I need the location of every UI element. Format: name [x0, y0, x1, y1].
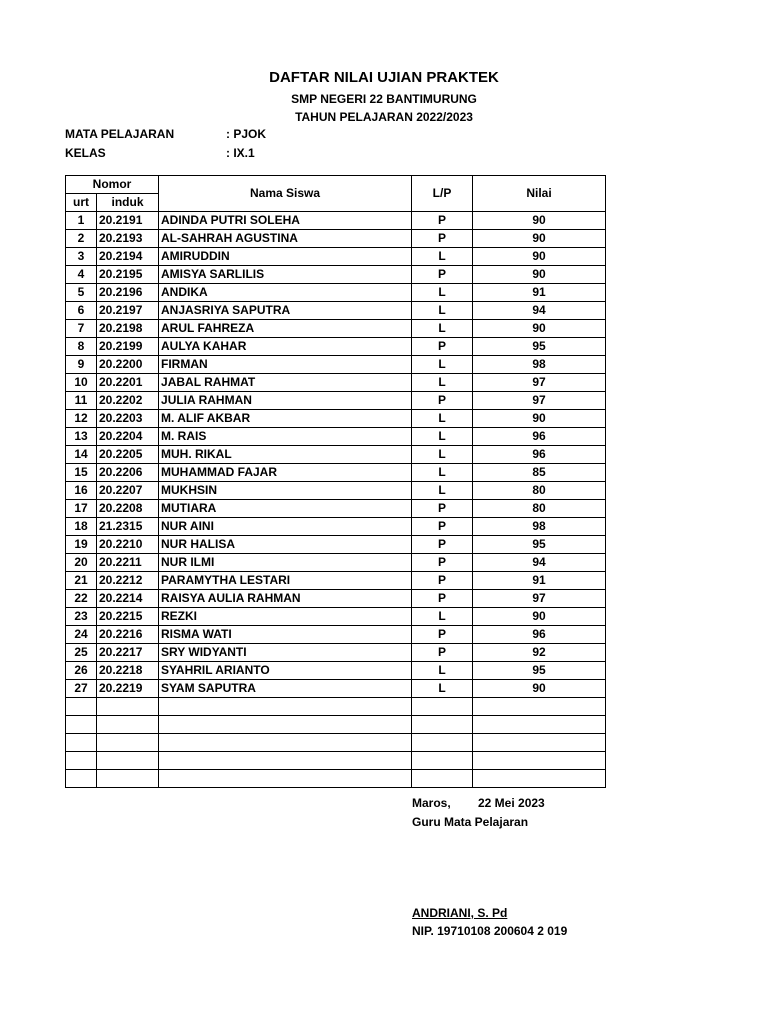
cell-nilai: 94 — [473, 554, 606, 572]
cell-nilai: 90 — [473, 608, 606, 626]
empty-row — [66, 770, 606, 788]
cell-induk: 20.2191 — [97, 212, 159, 230]
empty-cell — [159, 770, 412, 788]
empty-cell — [97, 716, 159, 734]
empty-cell — [159, 734, 412, 752]
cell-name: AULYA KAHAR — [159, 338, 412, 356]
cell-lp: P — [412, 392, 473, 410]
cell-lp: L — [412, 284, 473, 302]
cell-induk: 20.2216 — [97, 626, 159, 644]
cell-lp: L — [412, 374, 473, 392]
table-row — [66, 662, 606, 680]
cell-induk: 20.2217 — [97, 644, 159, 662]
subject-label: MATA PELAJARAN — [65, 127, 175, 141]
cell-induk: 20.2212 — [97, 572, 159, 590]
cell-induk: 20.2210 — [97, 536, 159, 554]
cell-urt: 26 — [66, 662, 97, 680]
cell-urt: 14 — [66, 446, 97, 464]
cell-nilai: 91 — [473, 572, 606, 590]
cell-lp: P — [412, 518, 473, 536]
empty-cell — [412, 770, 473, 788]
cell-urt: 12 — [66, 410, 97, 428]
cell-nilai: 96 — [473, 626, 606, 644]
cell-name: AL-SAHRAH AGUSTINA — [159, 230, 412, 248]
cell-urt: 17 — [66, 500, 97, 518]
cell-induk: 20.2199 — [97, 338, 159, 356]
cell-urt: 7 — [66, 320, 97, 338]
empty-cell — [66, 698, 97, 716]
cell-induk: 20.2194 — [97, 248, 159, 266]
cell-name: MUTIARA — [159, 500, 412, 518]
cell-urt: 3 — [66, 248, 97, 266]
empty-row — [66, 698, 606, 716]
cell-nilai: 91 — [473, 284, 606, 302]
cell-lp: P — [412, 212, 473, 230]
cell-nilai: 90 — [473, 266, 606, 284]
table-row — [66, 536, 606, 554]
cell-name: RISMA WATI — [159, 626, 412, 644]
cell-induk: 20.2197 — [97, 302, 159, 320]
empty-cell — [473, 716, 606, 734]
cell-urt: 24 — [66, 626, 97, 644]
grades-table — [65, 175, 606, 788]
signature-role: Guru Mata Pelajaran — [412, 815, 529, 829]
cell-urt: 6 — [66, 302, 97, 320]
cell-name: FIRMAN — [159, 356, 412, 374]
cell-urt: 22 — [66, 590, 97, 608]
empty-cell — [159, 716, 412, 734]
header-induk: induk — [97, 194, 159, 212]
cell-nilai: 95 — [473, 536, 606, 554]
table-row — [66, 230, 606, 248]
table-row — [66, 320, 606, 338]
cell-lp: L — [412, 428, 473, 446]
table-row — [66, 356, 606, 374]
empty-cell — [473, 734, 606, 752]
teacher-nip: NIP. 19710108 200604 2 019 — [412, 924, 568, 938]
cell-lp: L — [412, 356, 473, 374]
table-row — [66, 302, 606, 320]
cell-urt: 9 — [66, 356, 97, 374]
cell-lp: P — [412, 644, 473, 662]
cell-lp: L — [412, 464, 473, 482]
table-row — [66, 338, 606, 356]
header-urt: urt — [66, 194, 97, 212]
cell-nilai: 92 — [473, 644, 606, 662]
cell-urt: 8 — [66, 338, 97, 356]
cell-name: MUKHSIN — [159, 482, 412, 500]
cell-nilai: 90 — [473, 680, 606, 698]
cell-nilai: 85 — [473, 464, 606, 482]
cell-lp: P — [412, 626, 473, 644]
cell-urt: 23 — [66, 608, 97, 626]
empty-cell — [412, 734, 473, 752]
cell-lp: P — [412, 266, 473, 284]
document-title: DAFTAR NILAI UJIAN PRAKTEK — [269, 69, 499, 86]
header-name: Nama Siswa — [159, 176, 412, 212]
empty-cell — [412, 698, 473, 716]
cell-name: M. RAIS — [159, 428, 412, 446]
cell-lp: P — [412, 536, 473, 554]
table-row — [66, 464, 606, 482]
table-row — [66, 248, 606, 266]
teacher-name: ANDRIANI, S. Pd — [412, 906, 508, 920]
cell-name: M. ALIF AKBAR — [159, 410, 412, 428]
cell-name: ARUL FAHREZA — [159, 320, 412, 338]
empty-row — [66, 752, 606, 770]
empty-cell — [473, 752, 606, 770]
header-nomor: Nomor — [66, 176, 159, 194]
cell-lp: P — [412, 500, 473, 518]
cell-nilai: 97 — [473, 392, 606, 410]
cell-nilai: 96 — [473, 446, 606, 464]
header-nilai: Nilai — [473, 176, 606, 212]
table-row — [66, 482, 606, 500]
cell-nilai: 80 — [473, 482, 606, 500]
table-row — [66, 410, 606, 428]
cell-name: MUHAMMAD FAJAR — [159, 464, 412, 482]
empty-cell — [159, 698, 412, 716]
class-label: KELAS — [65, 146, 106, 160]
cell-name: SYAM SAPUTRA — [159, 680, 412, 698]
empty-cell — [97, 752, 159, 770]
cell-nilai: 90 — [473, 230, 606, 248]
cell-nilai: 97 — [473, 590, 606, 608]
cell-urt: 4 — [66, 266, 97, 284]
empty-cell — [66, 752, 97, 770]
table-row — [66, 212, 606, 230]
cell-urt: 25 — [66, 644, 97, 662]
cell-lp: P — [412, 572, 473, 590]
table-row — [66, 446, 606, 464]
table-row — [66, 590, 606, 608]
cell-induk: 20.2215 — [97, 608, 159, 626]
school-year: TAHUN PELAJARAN 2022/2023 — [295, 110, 473, 124]
empty-cell — [66, 770, 97, 788]
cell-urt: 10 — [66, 374, 97, 392]
cell-name: MUH. RIKAL — [159, 446, 412, 464]
empty-cell — [97, 770, 159, 788]
school-name: SMP NEGERI 22 BANTIMURUNG — [291, 92, 477, 106]
empty-row — [66, 734, 606, 752]
empty-cell — [473, 770, 606, 788]
cell-nilai: 98 — [473, 356, 606, 374]
cell-induk: 20.2205 — [97, 446, 159, 464]
cell-lp: L — [412, 662, 473, 680]
empty-cell — [412, 716, 473, 734]
empty-cell — [473, 698, 606, 716]
table-row — [66, 374, 606, 392]
class-value: : IX.1 — [226, 146, 255, 160]
cell-name: RAISYA AULIA RAHMAN — [159, 590, 412, 608]
cell-lp: L — [412, 680, 473, 698]
cell-urt: 16 — [66, 482, 97, 500]
cell-name: JULIA RAHMAN — [159, 392, 412, 410]
cell-lp: L — [412, 320, 473, 338]
cell-induk: 20.2201 — [97, 374, 159, 392]
cell-urt: 13 — [66, 428, 97, 446]
empty-cell — [97, 698, 159, 716]
cell-name: NUR AINI — [159, 518, 412, 536]
table-row — [66, 392, 606, 410]
cell-name: AMISYA SARLILIS — [159, 266, 412, 284]
subject-value: : PJOK — [226, 127, 267, 141]
table-row — [66, 572, 606, 590]
cell-urt: 27 — [66, 680, 97, 698]
cell-nilai: 97 — [473, 374, 606, 392]
empty-cell — [97, 734, 159, 752]
cell-induk: 20.2203 — [97, 410, 159, 428]
empty-cell — [66, 716, 97, 734]
cell-nilai: 94 — [473, 302, 606, 320]
cell-nilai: 90 — [473, 410, 606, 428]
cell-induk: 20.2206 — [97, 464, 159, 482]
signature-date: 22 Mei 2023 — [478, 796, 545, 810]
cell-urt: 20 — [66, 554, 97, 572]
cell-urt: 11 — [66, 392, 97, 410]
signature-place: Maros, — [412, 796, 451, 810]
cell-nilai: 95 — [473, 662, 606, 680]
cell-induk: 20.2202 — [97, 392, 159, 410]
table-row — [66, 644, 606, 662]
grades-table-body — [66, 212, 606, 788]
empty-cell — [66, 734, 97, 752]
cell-lp: P — [412, 230, 473, 248]
cell-lp: L — [412, 302, 473, 320]
cell-name: NUR ILMI — [159, 554, 412, 572]
cell-lp: P — [412, 554, 473, 572]
cell-name: ANJASRIYA SAPUTRA — [159, 302, 412, 320]
cell-urt: 1 — [66, 212, 97, 230]
cell-nilai: 90 — [473, 248, 606, 266]
cell-name: JABAL RAHMAT — [159, 374, 412, 392]
cell-nilai: 80 — [473, 500, 606, 518]
table-row — [66, 284, 606, 302]
cell-lp: P — [412, 338, 473, 356]
cell-lp: L — [412, 410, 473, 428]
table-row — [66, 428, 606, 446]
empty-row — [66, 716, 606, 734]
cell-lp: L — [412, 608, 473, 626]
cell-name: AMIRUDDIN — [159, 248, 412, 266]
cell-lp: L — [412, 248, 473, 266]
cell-induk: 20.2198 — [97, 320, 159, 338]
cell-nilai: 98 — [473, 518, 606, 536]
empty-cell — [412, 752, 473, 770]
cell-lp: L — [412, 446, 473, 464]
cell-urt: 18 — [66, 518, 97, 536]
empty-cell — [159, 752, 412, 770]
cell-induk: 20.2211 — [97, 554, 159, 572]
cell-nilai: 96 — [473, 428, 606, 446]
cell-name: REZKI — [159, 608, 412, 626]
cell-name: PARAMYTHA LESTARI — [159, 572, 412, 590]
cell-name: ADINDA PUTRI SOLEHA — [159, 212, 412, 230]
cell-nilai: 95 — [473, 338, 606, 356]
header-lp: L/P — [412, 176, 473, 212]
table-row — [66, 626, 606, 644]
table-row — [66, 266, 606, 284]
cell-nilai: 90 — [473, 320, 606, 338]
cell-induk: 20.2196 — [97, 284, 159, 302]
table-row — [66, 554, 606, 572]
cell-induk: 20.2214 — [97, 590, 159, 608]
table-row — [66, 608, 606, 626]
cell-name: NUR HALISA — [159, 536, 412, 554]
cell-lp: P — [412, 590, 473, 608]
cell-induk: 20.2219 — [97, 680, 159, 698]
cell-induk: 20.2195 — [97, 266, 159, 284]
cell-induk: 20.2193 — [97, 230, 159, 248]
cell-urt: 2 — [66, 230, 97, 248]
cell-nilai: 90 — [473, 212, 606, 230]
table-row — [66, 518, 606, 536]
cell-urt: 19 — [66, 536, 97, 554]
cell-induk: 20.2207 — [97, 482, 159, 500]
cell-induk: 21.2315 — [97, 518, 159, 536]
cell-urt: 5 — [66, 284, 97, 302]
cell-lp: L — [412, 482, 473, 500]
cell-name: SRY WIDYANTI — [159, 644, 412, 662]
table-row — [66, 500, 606, 518]
cell-name: ANDIKA — [159, 284, 412, 302]
cell-induk: 20.2200 — [97, 356, 159, 374]
cell-urt: 21 — [66, 572, 97, 590]
cell-name: SYAHRIL ARIANTO — [159, 662, 412, 680]
cell-induk: 20.2208 — [97, 500, 159, 518]
cell-induk: 20.2218 — [97, 662, 159, 680]
table-row — [66, 680, 606, 698]
cell-induk: 20.2204 — [97, 428, 159, 446]
cell-urt: 15 — [66, 464, 97, 482]
